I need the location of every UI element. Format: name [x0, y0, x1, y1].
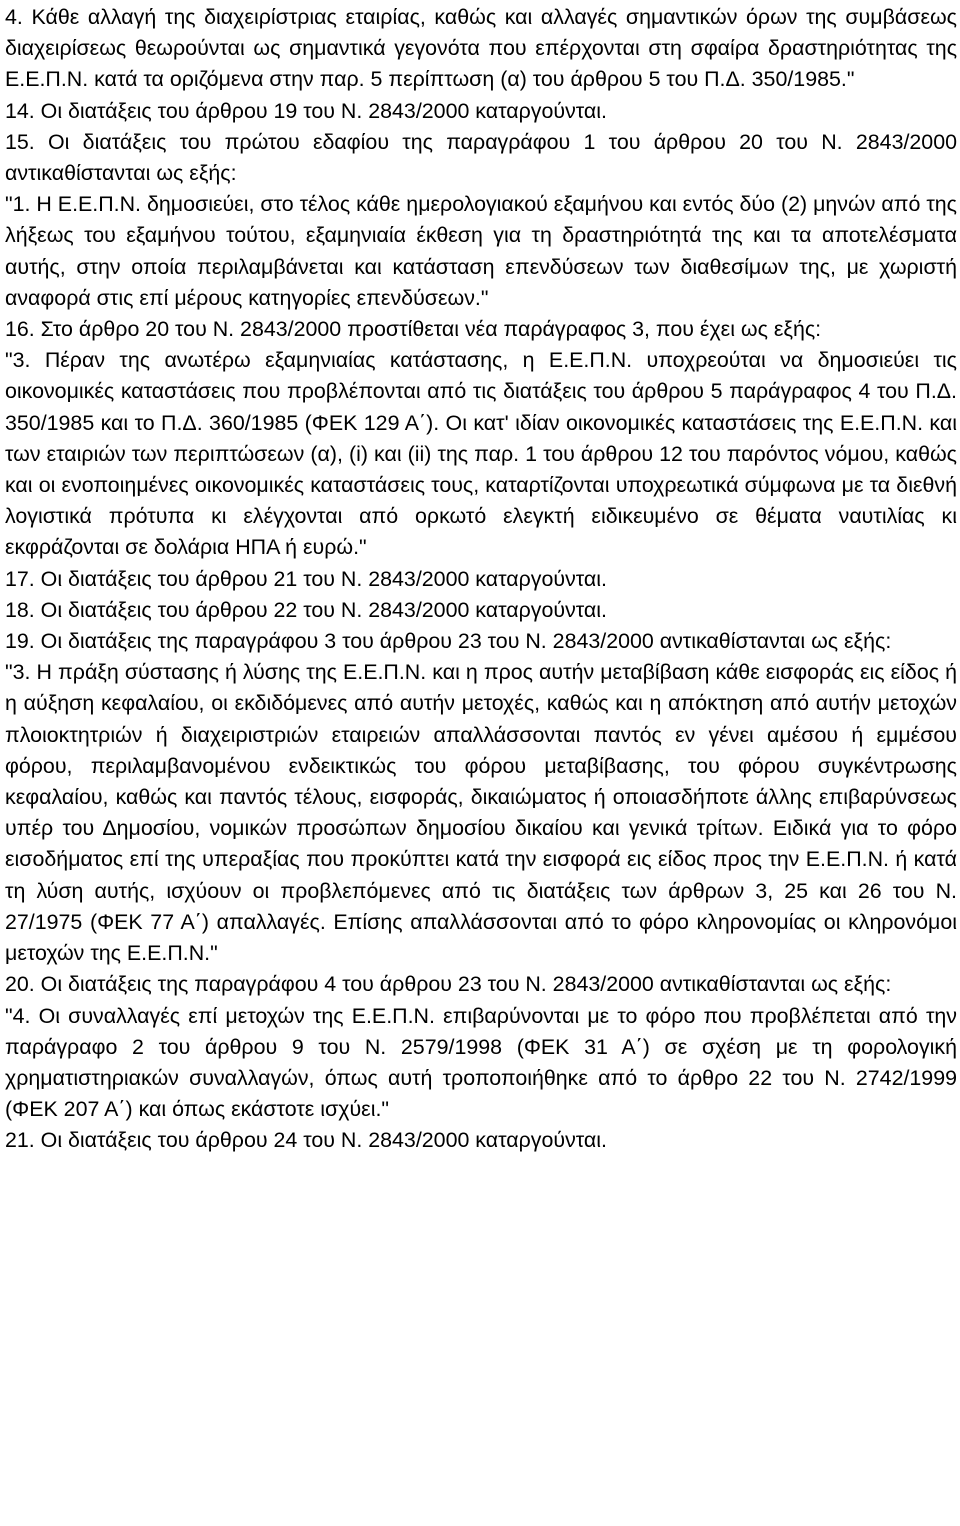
- paragraph-15: 15. Οι διατάξεις του πρώτου εδαφίου της παραγράφου 1 του άρθρου 20 του Ν. 2843/2000 αντικαθίστανται ως εξής:: [5, 129, 957, 186]
- paragraph-21: 21. Οι διατάξεις του άρθρου 24 του Ν. 2843/2000 καταργούνται.: [5, 1128, 607, 1153]
- paragraph-20: 20. Οι διατάξεις της παραγράφου 4 του άρθρου 23 του Ν. 2843/2000 αντικαθίστανται ως εξής:: [5, 972, 892, 997]
- paragraph-18: 18. Οι διατάξεις του άρθρου 22 του Ν. 2843/2000 καταργούνται.: [5, 597, 607, 622]
- paragraph-item-4-continuation: 4. Κάθε αλλαγή της διαχειρίστριας εταιρίας, καθώς και αλλαγές σημαντικών όρων της συμβάσεως διαχειρίσεως θεωρούνται ως σημαντικά γεγονότα που επέρχονται στη σφαίρα δραστηριότητας της Ε.Ε.Π.Ν. κατά τα οριζόμενα στην παρ. 5 περίπτωση (α) του άρθρου 5 του Π.Δ. 350/1985.": [5, 5, 957, 92]
- paragraph-14: 14. Οι διατάξεις του άρθρου 19 του Ν. 2843/2000 καταργούνται.: [5, 98, 607, 123]
- paragraph-19: 19. Οι διατάξεις της παραγράφου 3 του άρθρου 23 του Ν. 2843/2000 αντικαθίστανται ως εξής:: [5, 629, 892, 654]
- paragraph-19-quoted-text: "3. Η πράξη σύστασης ή λύσης της Ε.Ε.Π.Ν. και η προς αυτήν μεταβίβαση κάθε εισφοράς εις είδος ή η αύξηση κεφαλαίου, οι εκδιδόμενες από αυτήν μετοχές, καθώς και η απόκτηση από αυτήν μετοχών πλοιοκτητριών ή διαχειριστριών εταιρειών απαλλάσσονται παντός εν γένει αμέσου ή εμμέσου φόρου, περιλαμβανομένου ενδεικτικώς του φόρου μεταβίβασης, του φόρου συγκέντρωσης κεφαλαίου, καθώς και παντός τέλους, εισφοράς, δικαιώματος ή οποιασδήποτε άλλης επιβαρύνσεως υπέρ του Δημοσίου, νομικών προσώπων δημοσίου δικαίου και γενικά τρίτων. Ειδικά για το φόρο εισοδήματος επί της υπεραξίας που προκύπτει κατά την εισφορά εις είδος προς την Ε.Ε.Π.Ν. ή κατά τη λύση αυτής, ισχύουν οι προβλεπόμενες από τις διατάξεις των άρθρων 3, 25 και 26 του Ν. 27/1975 (ΦΕΚ 77 Α΄) απαλλαγές. Επίσης απαλλάσσονται από το φόρο κληρονομίας οι κληρονόμοι μετοχών της Ε.Ε.Π.Ν.": [5, 660, 957, 966]
- paragraph-20-quoted-text: "4. Οι συναλλαγές επί μετοχών της Ε.Ε.Π.Ν. επιβαρύνονται με το φόρο που προβλέπεται από την παράγραφο 2 του άρθρου 9 του Ν. 2579/1998 (ΦΕΚ 31 Α΄) σε σχέση με τη φορολογική χρηματιστηριακών συναλλαγών, όπως αυτή τροποποιήθηκε από το άρθρο 22 του Ν. 2742/1999 (ΦΕΚ 207 Α΄) και όπως εκάστοτε ισχύει.": [5, 1003, 957, 1122]
- paragraph-16: 16. Στο άρθρο 20 του Ν. 2843/2000 προστίθεται νέα παράγραφος 3, που έχει ως εξής:: [5, 317, 822, 342]
- paragraph-16-quoted-text: "3. Πέραν της ανωτέρω εξαμηνιαίας κατάστασης, η Ε.Ε.Π.Ν. υποχρεούται να δημοσιεύει τις οικονομικές καταστάσεις που προβλέπονται από τις διατάξεις του άρθρου 5 παράγραφος 4 του Π.Δ. 350/1985 και το Π.Δ. 360/1985 (ΦΕΚ 129 Α΄). Οι κατ' ιδίαν οικονομικές καταστάσεις της Ε.Ε.Π.Ν. και των εταιριών των περιπτώσεων (α), (i) και (ii) της παρ. 1 του άρθρου 12 του παρόντος νόμου, καθώς και οι ενοποιημένες οικονομικές καταστάσεις τους, καταρτίζονται υποχρεωτικά σύμφωνα με τα διεθνή λογιστικά πρότυπα κι ελέγχονται από ορκωτό ελεγκτή ειδικευμένο σε θέματα ναυτιλίας κι εκφράζονται σε δολάρια ΗΠΑ ή ευρώ.": [5, 348, 957, 560]
- paragraph-15-quoted-text: "1. Η Ε.Ε.Π.Ν. δημοσιεύει, στο τέλος κάθε ημερολογιακού εξαμήνου και εντός δύο (2) μηνών από της λήξεως του εξαμήνου τούτου, εξαμηνιαία έκθεση για τη δραστηριότητά της και τα αποτελέσματα αυτής, στην οποία περιλαμβάνεται και κατάσταση επενδύσεων των διαθεσίμων της, με χωριστή αναφορά στις επί μέρους κατηγορίες επενδύσεων.": [5, 192, 957, 310]
- paragraph-17: 17. Οι διατάξεις του άρθρου 21 του Ν. 2843/2000 καταργούνται.: [5, 566, 607, 591]
